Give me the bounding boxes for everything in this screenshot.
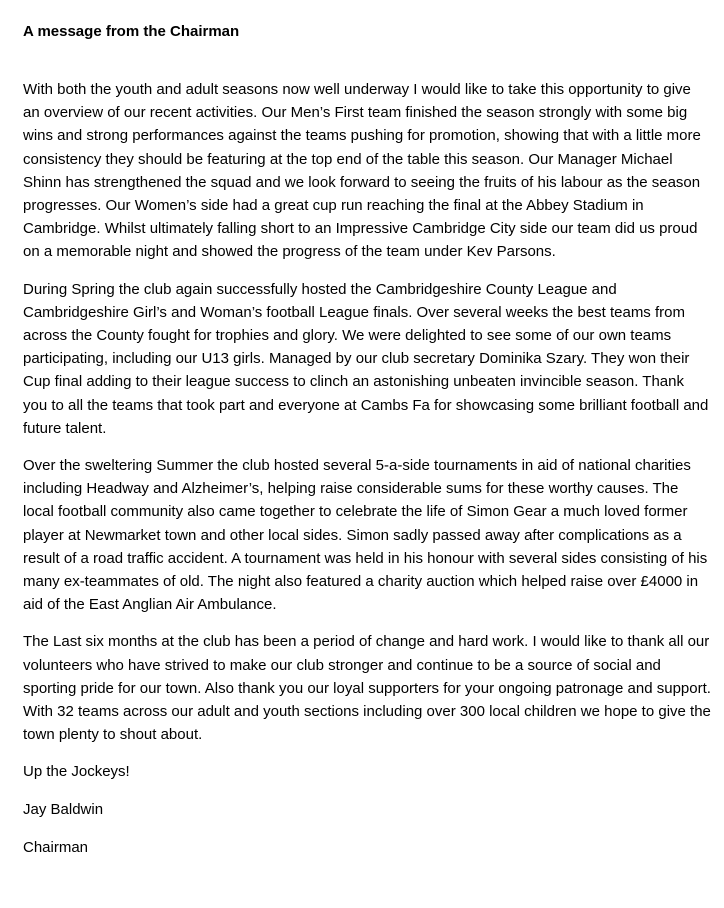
document-page — [23, 20, 711, 874]
paragraph-spring: During Spring the club again successfully hosted the Cambridgeshire County League and Cambridgeshire Girl’s and Woman’s football League finals. Over several weeks the best teams from across the County fought for trophies and glory. We were delighted to see some of our own teams participating, including our U13 girls. Managed by our club secretary Dominika Szary. They won their Cup final adding to their league success to clinch an astonishing unbeaten invincible season. Thank you to all the teams that took part and everyone at Cambs Fa for showcasing some brilliant football and future talent. — [23, 280, 709, 437]
closing-line: Up the Jockeys! — [23, 763, 130, 781]
paragraph-thanks: The Last six months at the club has been a period of change and hard work. I would like to thank all our volunteers who have strived to make our club stronger and continue to be a source of social and sporting pride for our town. Also thank you our loyal supporters for your ongoing patronage and support. With 32 teams across our adult and youth sections including over 300 local children we hope to give the town plenty to shout about. — [23, 633, 711, 744]
paragraph-overview: With both the youth and adult seasons now well underway I would like to take this opportunity to give an overview of our recent activities. Our Men’s First team finished the season strongly with some big wins and strong performances against the teams pushing for promotion, showing that with a little more consistency they should be featuring at the top end of the table this season. Our Manager Michael Shinn has strengthened the squad and we look forward to seeing the fruits of his labour as the season progresses. Our Women’s side had a great cup run reaching the final at the Abbey Stadium in Cambridge. Whilst ultimately falling short to an Impressive Cambridge City side our team did us proud on a memorable night and showed the progress of the team under Kev Parsons. — [23, 81, 701, 261]
paragraph-summer: Over the sweltering Summer the club hosted several 5-a-side tournaments in aid of national charities including Headway and Alzheimer’s, helping raise considerable sums for these worthy causes. The local football community also came together to celebrate the life of Simon Gear a much loved former player at Newmarket town and other local sides. Simon sadly passed away after complications as a result of a road traffic accident. A tournament was held in his honour with several sides consisting of his many ex-teammates of old. The night also featured a charity auction which helped raise over £4000 in aid of the East Anglian Air Ambulance. — [23, 457, 708, 614]
signature-role: Chairman — [23, 839, 89, 857]
signature-name: Jay Baldwin — [23, 801, 104, 819]
document-title: A message from the Chairman — [23, 23, 240, 40]
